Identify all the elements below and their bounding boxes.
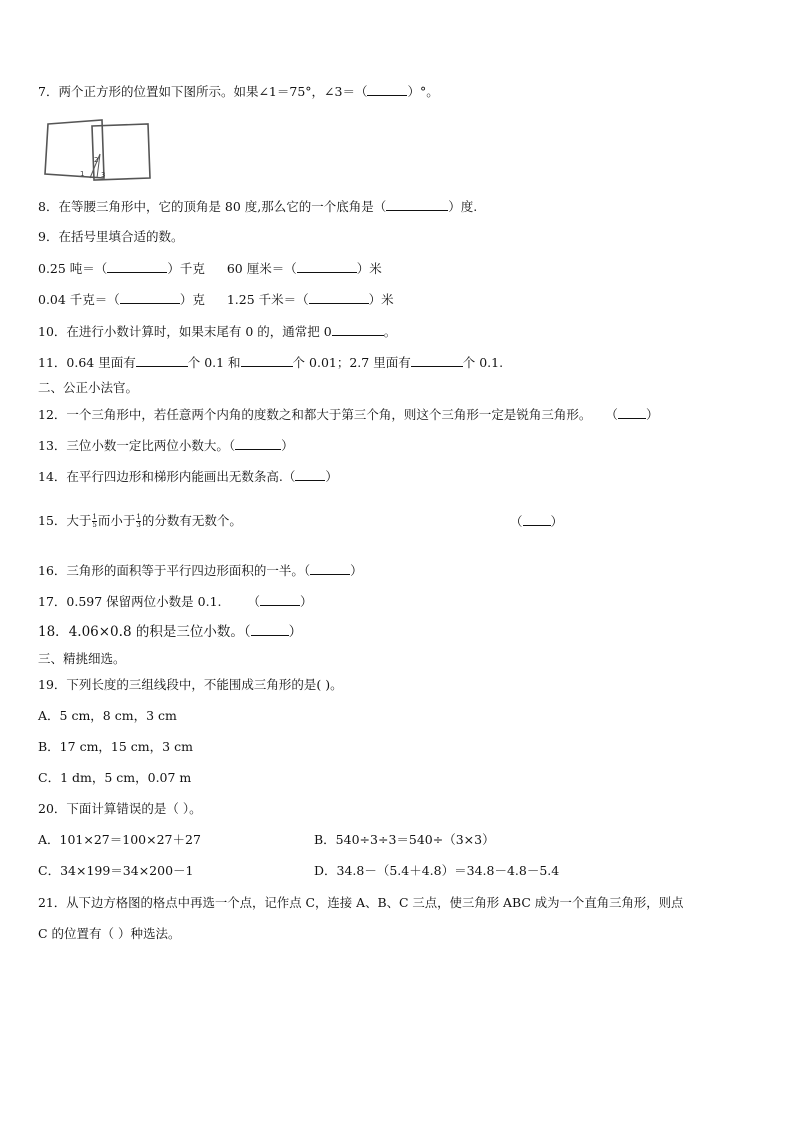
question-number: 11． — [38, 355, 67, 370]
numerator: 1 — [92, 513, 97, 521]
answer-blank[interactable] — [107, 260, 167, 273]
question-17 — [38, 593, 313, 610]
question-text: C 的位置有（ ）种选法。 — [38, 926, 181, 941]
question-20-option-c[interactable] — [38, 863, 194, 879]
section-title: 三、精挑细选。 — [38, 651, 126, 666]
fraction-one-third — [136, 514, 140, 529]
text: 0.64 里面有 — [66, 355, 136, 370]
question-number: 21． — [38, 895, 67, 910]
question-21-line-2 — [38, 926, 181, 942]
answer-blank[interactable] — [136, 354, 188, 367]
text: 而小于 — [97, 513, 136, 528]
question-10 — [38, 323, 396, 340]
text: 0.25 吨＝（ — [38, 261, 108, 276]
question-19 — [38, 677, 343, 693]
text: 个 0.1 和 — [187, 355, 241, 370]
answer-blank[interactable] — [386, 198, 448, 211]
question-number: 15． — [38, 513, 67, 528]
text: 60 厘米＝（ — [226, 261, 297, 276]
question-text: 两个正方形的位置如下图所示。如果∠1＝75°，∠3＝（ — [58, 84, 368, 99]
denominator: 5 — [92, 521, 97, 529]
fraction-one-fifth — [92, 514, 96, 529]
answer-blank[interactable] — [295, 468, 325, 481]
answer-blank[interactable] — [120, 291, 180, 304]
question-number: 7． — [38, 84, 59, 99]
question-text-end: 。 — [383, 324, 397, 339]
question-text: 下列长度的三组线段中，不能围成三角形的是( )。 — [66, 677, 343, 692]
question-number: 16． — [38, 563, 67, 578]
paren: （ — [247, 594, 261, 609]
angle-label-3: 3 — [101, 171, 106, 179]
question-text-end: ）°。 — [407, 84, 439, 99]
option-text: A．101×27＝100×27＋27 — [38, 832, 201, 847]
question-text: 一个三角形中，若任意两个内角的度数之和都大于第三个角，则这个三角形一定是锐角三角形。 — [66, 407, 592, 422]
option-text: B．17 cm，15 cm，3 cm — [38, 739, 193, 754]
question-text: 从下边方格图的格点中再选一个点，记作点 C，连接 A、B、C 三点，使三角形 ABC 成为一个直角三角形，则点 — [66, 895, 684, 910]
question-text: 在进行小数计算时，如果末尾有 0 的，通常把 0 — [66, 324, 332, 339]
section-3-title — [38, 651, 126, 667]
question-number: 8． — [38, 199, 59, 214]
question-number: 19． — [38, 677, 67, 692]
answer-blank[interactable] — [297, 260, 357, 273]
option-text: C．34×199＝34×200－1 — [38, 863, 194, 878]
section-2-title — [38, 380, 138, 396]
question-text: 0.597 保留两位小数是 0.1. — [66, 594, 222, 609]
question-number: 13． — [38, 438, 67, 453]
question-text: 在等腰三角形中，它的顶角是 80 度,那么它的一个底角是（ — [58, 199, 387, 214]
question-15-paren — [510, 513, 563, 530]
question-20-option-b[interactable] — [314, 832, 495, 848]
text: ）米 — [368, 292, 394, 307]
text: 个 0.1. — [462, 355, 504, 370]
question-8 — [38, 198, 477, 215]
answer-blank[interactable] — [523, 513, 551, 526]
text: 的分数有无数个。 — [141, 513, 242, 528]
question-12 — [38, 406, 658, 423]
question-number: 9． — [38, 229, 59, 244]
question-19-option-b[interactable] — [38, 739, 193, 755]
answer-blank[interactable] — [332, 323, 384, 336]
answer-blank[interactable] — [367, 83, 407, 96]
question-number: 12． — [38, 407, 67, 422]
answer-blank[interactable] — [260, 593, 300, 606]
option-text: A．5 cm，8 cm，3 cm — [38, 708, 177, 723]
question-9-row-2 — [38, 291, 394, 308]
question-18 — [38, 623, 302, 640]
question-20-option-a[interactable] — [38, 832, 201, 848]
answer-blank[interactable] — [411, 354, 463, 367]
question-9-row-1 — [38, 260, 382, 277]
question-13 — [38, 437, 294, 454]
answer-blank[interactable] — [618, 406, 646, 419]
question-number: 14． — [38, 469, 67, 484]
answer-blank[interactable] — [241, 354, 293, 367]
answer-blank[interactable] — [235, 437, 281, 450]
question-19-option-c[interactable] — [38, 770, 191, 786]
paren: ） — [300, 594, 313, 609]
question-11 — [38, 354, 503, 371]
paren: ） — [350, 563, 363, 578]
two-squares-figure — [42, 118, 152, 182]
question-text: 4.06×0.8 的积是三位小数。（ — [68, 624, 251, 640]
question-7 — [38, 83, 439, 100]
question-number: 17． — [38, 594, 67, 609]
option-text: B．540÷3÷3＝540÷（3×3） — [314, 832, 495, 847]
question-21 — [38, 895, 683, 911]
question-number: 20． — [38, 801, 67, 816]
question-15 — [38, 513, 242, 529]
question-20 — [38, 801, 202, 817]
paren: ） — [550, 514, 564, 529]
answer-blank[interactable] — [251, 623, 289, 636]
section-title: 二、公正小法官。 — [38, 380, 139, 395]
text: ）千克 — [167, 261, 205, 276]
paren: ） — [288, 624, 303, 640]
option-text: C．1 dm，5 cm，0.07 m — [38, 770, 192, 785]
question-20-option-d[interactable] — [314, 863, 559, 879]
question-text: 三位小数一定比两位小数大。（ — [66, 438, 236, 453]
text: 0.04 千克＝（ — [38, 292, 120, 307]
option-text: D．34.8－（5.4＋4.8）＝34.8－4.8－5.4 — [314, 863, 560, 878]
text: ）克 — [179, 292, 205, 307]
question-text: 在平行四边形和梯形内能画出无数条高.（ — [66, 469, 296, 484]
angle-label-2: 2 — [94, 156, 99, 164]
question-number: 18． — [38, 624, 69, 640]
denominator: 3 — [136, 521, 141, 529]
question-16 — [38, 562, 363, 579]
text: 1.25 千米＝（ — [226, 292, 309, 307]
paren: ） — [325, 469, 338, 484]
question-text: 下面计算错误的是（ ）。 — [66, 801, 202, 816]
answer-blank[interactable] — [309, 291, 369, 304]
numerator: 1 — [136, 513, 141, 521]
question-number: 10． — [38, 324, 67, 339]
angle-label-1: 1 — [80, 170, 85, 178]
paren: ） — [281, 438, 294, 453]
text: ）米 — [356, 261, 382, 276]
text: 个 0.01；2.7 里面有 — [292, 355, 411, 370]
paren: （ — [510, 514, 523, 529]
text: 大于 — [66, 513, 92, 528]
question-19-option-a[interactable] — [38, 708, 177, 724]
question-9 — [38, 229, 183, 245]
question-text-end: ）度. — [448, 199, 478, 214]
paren: （ — [605, 407, 618, 422]
question-text: 在括号里填合适的数。 — [58, 229, 184, 244]
question-text: 三角形的面积等于平行四边形面积的一半。（ — [66, 563, 311, 578]
paren: ） — [645, 407, 659, 422]
question-14 — [38, 468, 338, 485]
answer-blank[interactable] — [310, 562, 350, 575]
